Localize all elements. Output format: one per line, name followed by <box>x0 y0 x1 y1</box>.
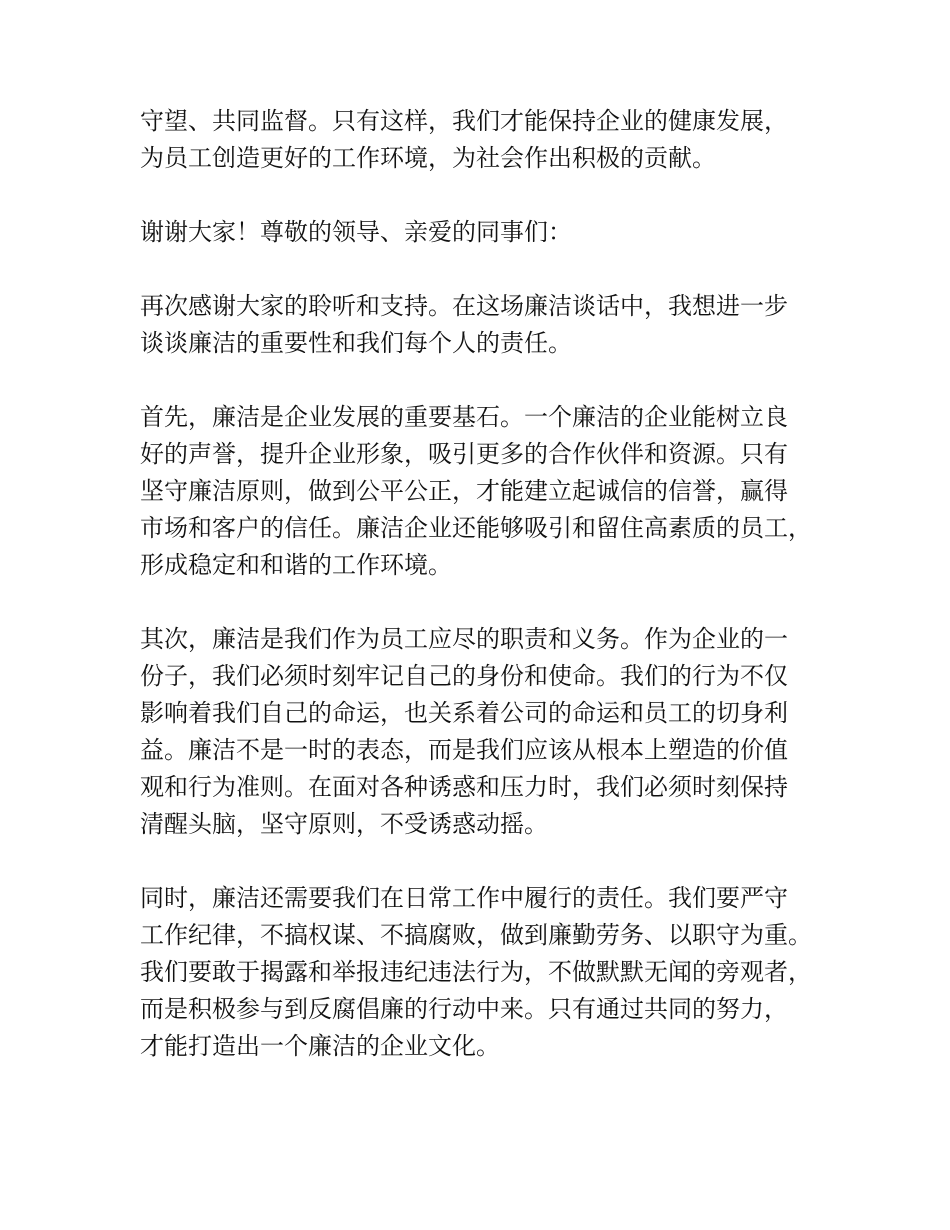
paragraph-3 <box>140 288 830 362</box>
paragraph-1 <box>140 103 830 177</box>
paragraph-line: 市场和客户的信任。廉洁企业还能够吸引和留住高素质的员工， <box>140 514 812 542</box>
paragraph-line: 好的声誉，提升企业形象，吸引更多的合作伙伴和资源。只有 <box>140 440 788 468</box>
paragraph-line: 守望、共同监督。只有这样，我们才能保持企业的健康发展， <box>140 107 788 135</box>
paragraph-line: 影响着我们自己的命运，也关系着公司的命运和员工的切身利 <box>140 699 788 727</box>
paragraph-4 <box>140 399 830 584</box>
paragraph-line: 为员工创造更好的工作环境，为社会作出积极的贡献。 <box>140 144 716 172</box>
paragraph-5 <box>140 621 830 843</box>
paragraph-2 <box>140 214 830 251</box>
paragraph-6 <box>140 880 830 1065</box>
document-page <box>140 103 830 1102</box>
paragraph-line: 益。廉洁不是一时的表态，而是我们应该从根本上塑造的价值 <box>140 736 788 764</box>
paragraph-line: 工作纪律，不搞权谋、不搞腐败，做到廉勤劳务、以职守为重。 <box>140 921 812 949</box>
paragraph-line: 谢谢大家！尊敬的领导、亲爱的同事们： <box>140 218 572 246</box>
paragraph-line: 而是积极参与到反腐倡廉的行动中来。只有通过共同的努力， <box>140 995 788 1023</box>
paragraph-line: 才能打造出一个廉洁的企业文化。 <box>140 1032 500 1060</box>
paragraph-line: 观和行为准则。在面对各种诱惑和压力时，我们必须时刻保持 <box>140 773 788 801</box>
paragraph-line: 坚守廉洁原则，做到公平公正，才能建立起诚信的信誉，赢得 <box>140 477 788 505</box>
paragraph-line: 首先，廉洁是企业发展的重要基石。一个廉洁的企业能树立良 <box>140 403 788 431</box>
paragraph-line: 谈谈廉洁的重要性和我们每个人的责任。 <box>140 329 572 357</box>
paragraph-line: 清醒头脑，坚守原则，不受诱惑动摇。 <box>140 810 548 838</box>
paragraph-line: 份子，我们必须时刻牢记自己的身份和使命。我们的行为不仅 <box>140 662 788 690</box>
paragraph-line: 同时，廉洁还需要我们在日常工作中履行的责任。我们要严守 <box>140 884 788 912</box>
paragraph-line: 其次，廉洁是我们作为员工应尽的职责和义务。作为企业的一 <box>140 625 788 653</box>
paragraph-line: 形成稳定和和谐的工作环境。 <box>140 551 452 579</box>
paragraph-line: 再次感谢大家的聆听和支持。在这场廉洁谈话中，我想进一步 <box>140 292 788 320</box>
paragraph-line: 我们要敢于揭露和举报违纪违法行为，不做默默无闻的旁观者， <box>140 958 812 986</box>
